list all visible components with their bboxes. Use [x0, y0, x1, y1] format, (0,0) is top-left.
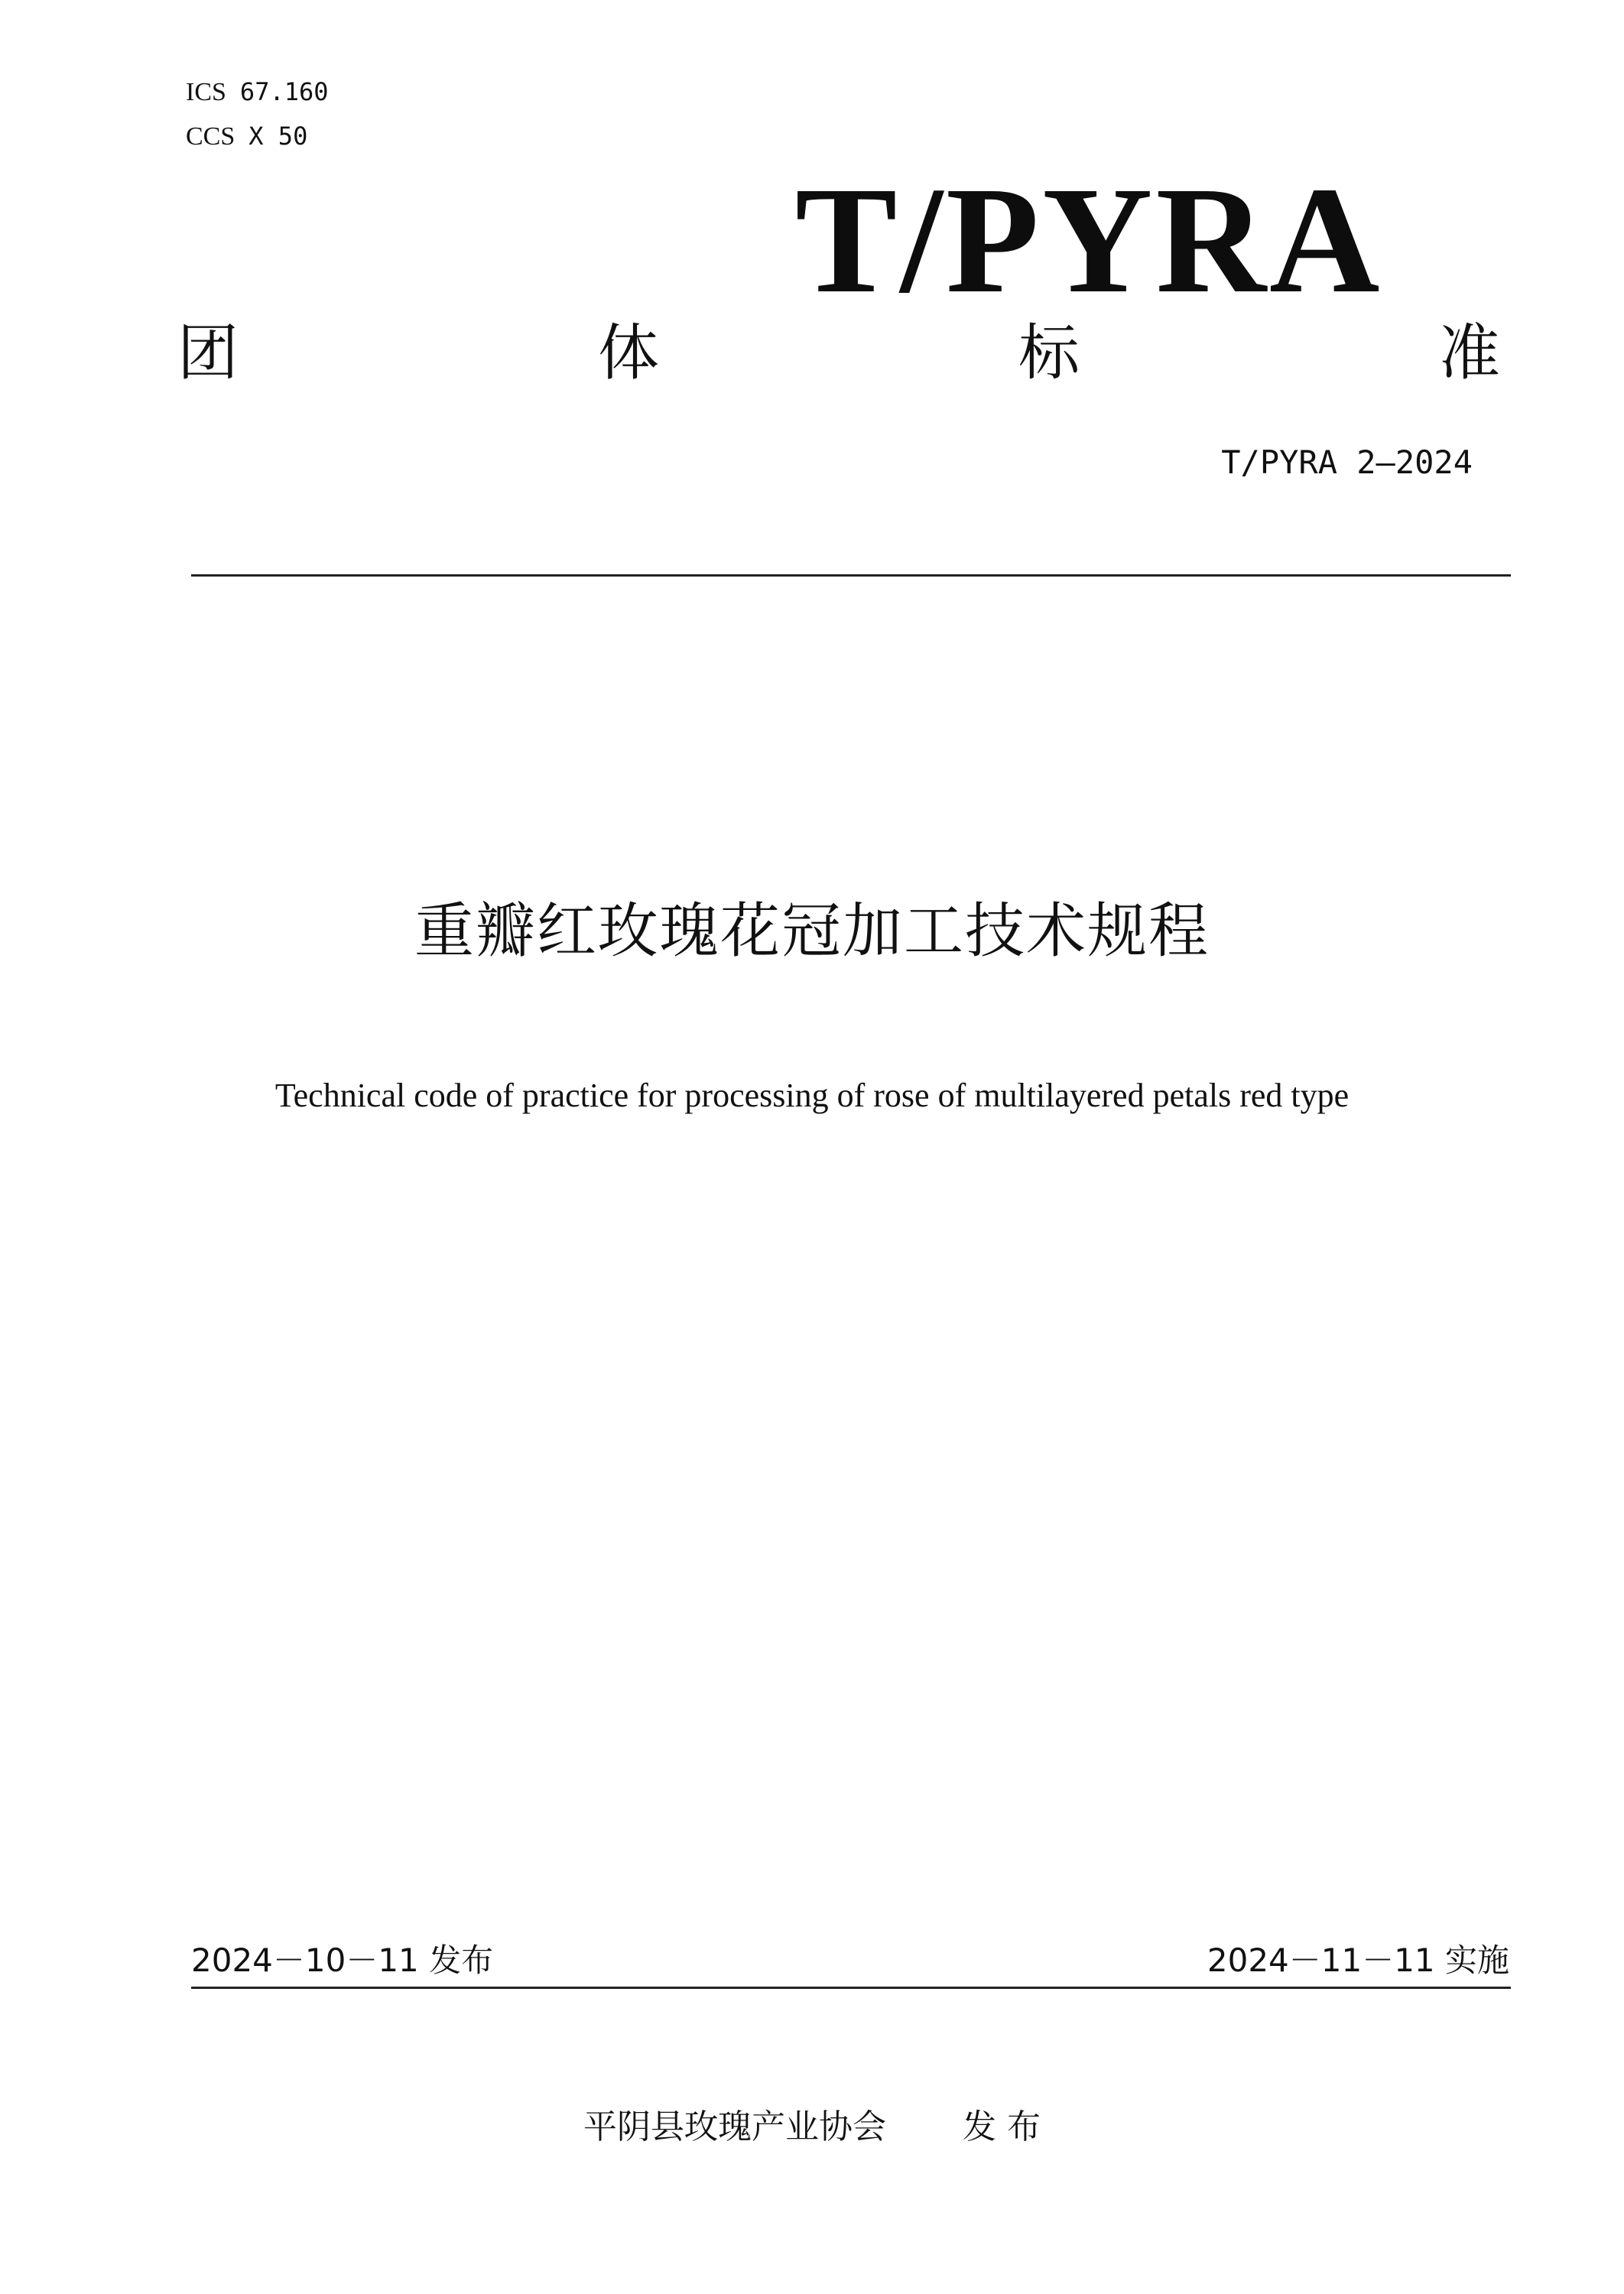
title-english: Technical code of practice for processing of rose of multilayered petals red type — [274, 1077, 1350, 1114]
standard-type-char: 准 — [1439, 317, 1500, 388]
title-chinese: 重瓣红玫瑰花冠加工技术规程 — [414, 897, 1210, 966]
ccs-line — [186, 121, 307, 152]
ics-code: 67.160 — [239, 77, 329, 106]
ics-line — [186, 76, 329, 108]
standard-type-heading — [177, 315, 1500, 392]
standard-type-char: 团 — [177, 317, 239, 388]
publisher-line — [0, 2104, 1624, 2150]
ics-label: ICS — [186, 78, 226, 106]
ccs-label: CCS — [186, 122, 235, 151]
implement-date: 2024－11－11 实施 — [1207, 1941, 1509, 1979]
standard-number: T/PYRA 2—2024 — [1221, 444, 1473, 481]
standard-logo: T/PYRA — [795, 156, 1383, 325]
publisher-action: 发 布 — [963, 2107, 1041, 2146]
publish-date: 2024－10－11 发布 — [191, 1941, 494, 1979]
standard-type-char: 体 — [598, 317, 659, 388]
ccs-code: X 50 — [248, 122, 308, 151]
header-divider — [191, 574, 1511, 577]
standard-type-char: 标 — [1018, 317, 1080, 388]
footer-divider — [191, 1987, 1511, 1989]
publisher-organization: 平阴县玫瑰产业协会 — [583, 2107, 886, 2146]
